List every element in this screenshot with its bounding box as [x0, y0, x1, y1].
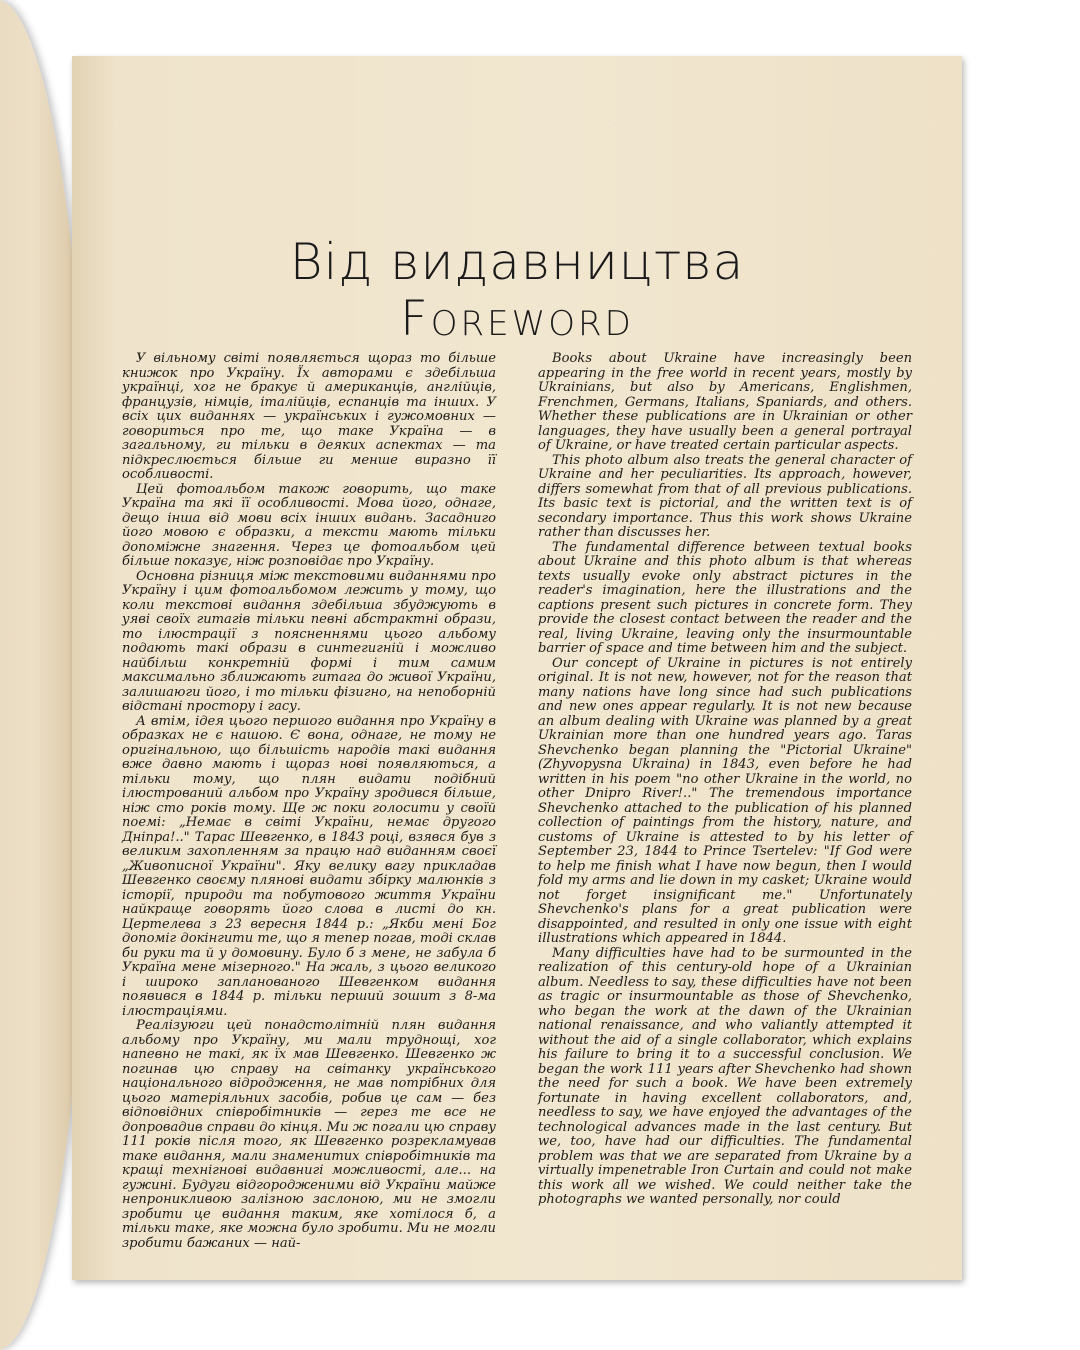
paragraph: Цей фотоальбом також говорить, що таке Україна та які її особливості. Мова його, однаге, дещо інша від мови всіх інших видань. Засадниго його мовою є образки, а тексти мають тільки допоміжне знагення. Через це фотоальбом цей більше показує, ніж розповідає про Україну.: [122, 481, 496, 569]
paragraph: Books about Ukraine have increasingly been appearing in the free world in recent years, mostly by Ukrainians, but also by Americans, Englishmen, Frenchmen, Germans, Italians, Spaniards, and others. Whether these publications are in Ukrainian or other languages, they have usually been a general portrayal of Ukraine, or have treated certain particular aspects.: [538, 351, 912, 453]
paragraph: Реалізуюги цей понадстолітній плян видання альбому про Україну, ми мали труднощі, хог напевно не такі, як їх мав Шевгенко. Шевгенко ж погинав цю справу на світанку українського національного відродження, не мав потрібних для цього матеріяльних засобів, робив це сам — без відповідних співробітників — герез те все не допровадив справи до кінця. Ми ж погали цю справу 111 років після того, як Шевгенко розрекламував таке видання, мали знаменитих співробітників та кращі технігнові видавнигі можливості, але... на гужині. Будуги відгородженими від України майже непроникливою залізною заслоною, ми не змогли зробити це видання таким, яке хотілося б, а тільки таке, яке можна було зробити. Ми не могли зробити бажаних — най-: [122, 1018, 496, 1251]
paragraph: Основна різниця між текстовими виданнями про Україну і цим фотоальбомом лежить у тому, що коли текстові видання здебільша збуджують в уяві своїх гитагів тільки певні абстрактні образи, то ілюстрації з поясненнями цього альбому подають такі образи в синтегигній і можливо найбільш конкретній формі і тим самим максимально зближають гитага до живої України, залишаюги його, і то тільки фізигно, на непоборній відстані простору і гасу.: [122, 568, 496, 714]
paragraph: Our concept of Ukraine in pictures is not entirely original. It is not new, however, not for the reason that many nations have long since had such publications and new ones appear regularly. It is not new because an album dealing with Ukraine was planned by a great Ukrainian more than one hundred years ago. Taras Shevchenko began planning the "Pictorial Ukraine" (Zhyvopysna Ukraina) in 1843, even before he had written in his poem "no other Ukraine in the world, no other Dnipro River!.." The tremendous importance Shevchenko attached to the publication of his planned collection of paintings from the history, nature, and customs of Ukraine is attested to by his letter of September 23, 1844 to Prince Tsertelev: "If God were to help me finish what I have now begun, then I would fold my arms and lie down in my casket; Ukraine would not forget insignificant me." Unfortunately Shevchenko's plans for a great publication were disappointed, and resulted in only one issue with eight illustrations which appeared in 1844.: [538, 655, 912, 946]
page-title: [72, 233, 962, 348]
english-column: [538, 352, 912, 1251]
ukrainian-column: [122, 352, 496, 1251]
paragraph: The fundamental difference between textual books about Ukraine and this photo album is that whereas texts usually evoke only abstract pictures in the reader's imagination, here the illustrations and the captions present such pictures in concrete form. They provide the closest contact between the reader and the real, living Ukraine, leaving only the insurmountable barrier of space and time between him and the subject.: [538, 539, 912, 656]
paragraph: У вільному світі появляється щораз то більше книжок про Україну. Їх авторами є здебільша українці, хог не бракує й американців, англійців, французів, німців, італійців, еспанців та інших. У всіх цих виданнях — українських і гужомовних — говориться про те, що таке Україна — в загальному, ги тільки в деяких аспектах — та підкреслюється більше ги менше виразно її особливості.: [122, 351, 496, 482]
title-ukrainian: Від видавництва: [289, 233, 745, 292]
paragraph: Many difficulties have had to be surmounted in the realization of this century-old hope of a Ukrainian album. Needless to say, these difficulties have not been as tragic or insurmountable as those of Shevchenko, who began the work at the dawn of the Ukrainian national renaissance, and who valiantly attempted it without the aid of a single collaborator, which explains his failure to bring it to a successful conclusion. We began the work 111 years after Shevchenko had shown the need for such a book. We have been extremely fortunate in having excellent collaborators, and, needless to say, we have enjoyed the advantages of the technological advances made in the last century. But we, too, have had our difficulties. The fundamental problem was that we are separated from Ukraine by a virtually impenetrable Iron Curtain and could not make this work all we wished. We could neither take the photographs we wanted personally, nor could: [538, 945, 912, 1207]
text-columns: [122, 352, 912, 1251]
paragraph: А втім, ідея цього першого видання про Україну в образках не є нашою. Є вона, однаге, не тому не оригінальною, що більшість народів такі видання вже давно мають і щораз нові появляються, а тільки тому, що плян видати подібний ілюстрований альбом про Україну зродився більше, ніж сто років тому. Ще ж поки голосити у своїй поемі: „Немає в світі України, немає другого Дніпра!.." Тарас Шевгенко, в 1843 році, взявся був з великим захопленням за працю над виданням своєї „Живописної України". Яку велику вагу прикладав Шевгенко своєму пляновi видати збірку малюнків з історії, природи та побутового життя України найкраще говорять його слова в листі до кн. Цертелева з 23 вересня 1844 р.: „Якби мені Бог допоміг докінгити те, що я тепер погав, тоді склав би руки та й у домовину. Було б з мене, не забула б Україна мене мізерного." На жаль, з цього великого і широко запланованого Шевгенком видання появився в 1844 р. тільки перший зошит з 8-ма ілюстраціями.: [122, 713, 496, 1019]
book-page: [72, 56, 962, 1280]
paragraph: This photo album also treats the general character of Ukraine and her peculiarities. Its approach, however, differs somewhat from that of all previous publications. Its basic text is pictorial, and the written text is of secondary importance. Thus this work shows Ukraine rather than discusses her.: [538, 452, 912, 540]
title-english: Foreword: [400, 291, 634, 348]
